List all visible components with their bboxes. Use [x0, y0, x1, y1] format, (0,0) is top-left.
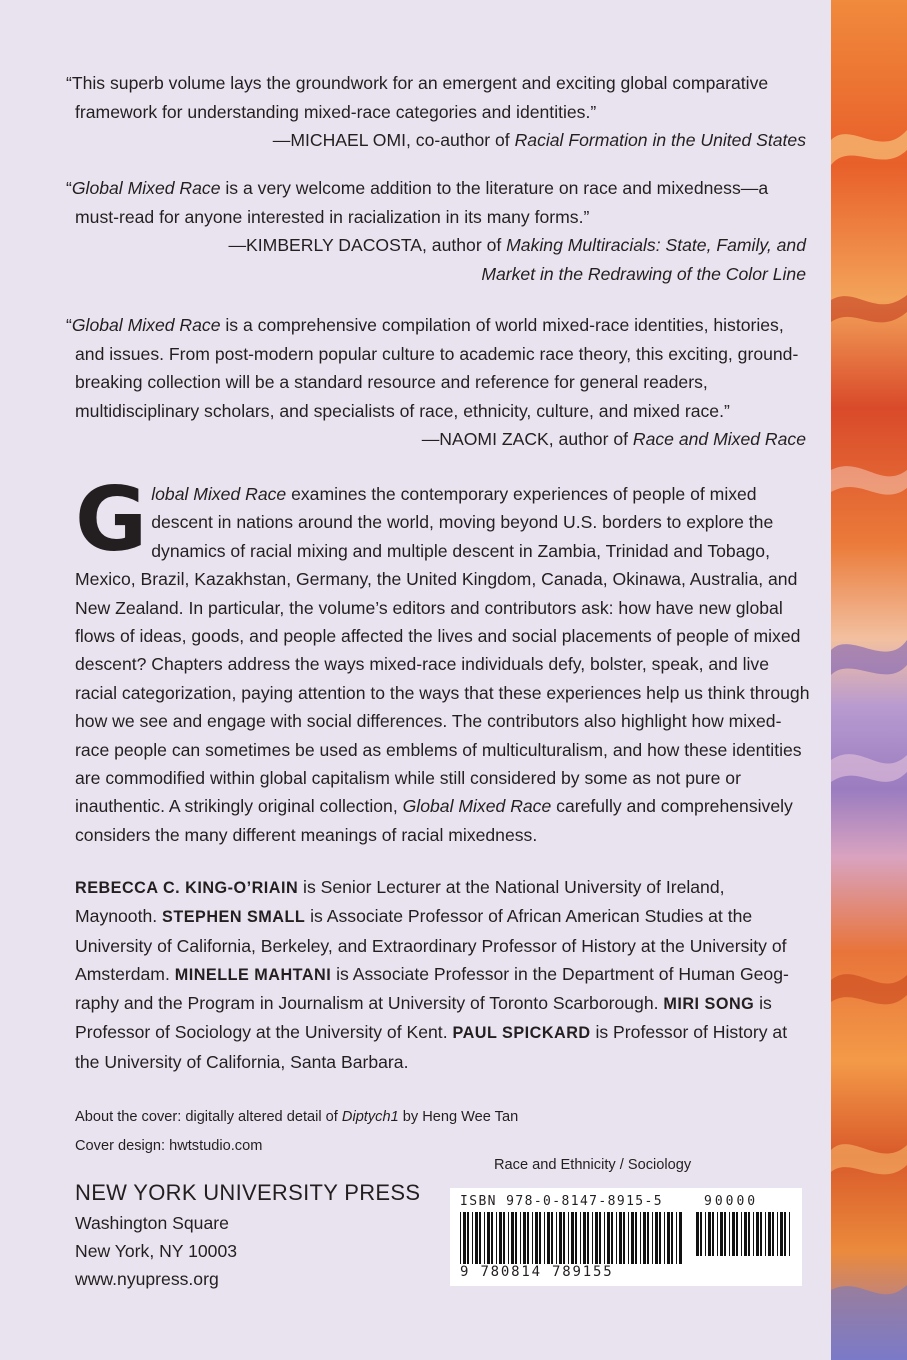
barcode-bar [583, 1212, 586, 1264]
barcode-bar [676, 1212, 677, 1264]
ean-bars [458, 1212, 686, 1264]
blurb-attribution [66, 126, 806, 155]
painting-detail [831, 0, 907, 1360]
barcode-bar [717, 1212, 718, 1256]
barcode-bar [475, 1212, 478, 1264]
barcode-bar [741, 1212, 742, 1256]
barcode-bar [472, 1212, 473, 1264]
barcode-bar [559, 1212, 562, 1264]
cover-credits [75, 1103, 635, 1161]
barcode-bar [765, 1212, 766, 1256]
barcode-bar [664, 1212, 665, 1264]
about-cover-work: Diptych1 [341, 1109, 399, 1125]
blurb-attribution [66, 231, 806, 288]
blurb-text [66, 174, 806, 231]
editor-name: REBECCA C. KING-O’RIAIN [75, 879, 299, 897]
barcode-bar [643, 1212, 646, 1264]
blurb-attribution [66, 425, 806, 454]
barcode-bar [571, 1212, 574, 1264]
about-cover-suffix: by Heng Wee Tan [398, 1109, 519, 1125]
drop-cap: G [75, 468, 148, 571]
barcode-bar [700, 1212, 702, 1256]
barcode-bar [671, 1212, 673, 1264]
barcode-bar [511, 1212, 514, 1264]
barcode-bar [753, 1212, 754, 1256]
barcode-bar [736, 1212, 738, 1256]
barcode-bar [720, 1212, 723, 1256]
attribution-name: —MICHAEL OMI, co-author of [272, 130, 515, 150]
editor-name: MINELLE MAHTANI [174, 965, 332, 984]
barcode-bar [729, 1212, 730, 1256]
book-title: lobal Mixed Race [151, 484, 287, 504]
barcode-bar [667, 1212, 670, 1264]
barcode-bar [631, 1212, 634, 1264]
barcode-bar [592, 1212, 593, 1264]
barcode-bar [499, 1212, 502, 1264]
barcode-bar [655, 1212, 658, 1264]
blurb-zack [66, 311, 806, 454]
barcode-bar [563, 1212, 565, 1264]
barcode-bar [491, 1212, 493, 1264]
barcode-bar [547, 1212, 550, 1264]
barcode-bar [535, 1212, 538, 1264]
barcode-bar [780, 1212, 783, 1256]
open-quote: “ [66, 178, 72, 198]
barcode-bar [760, 1212, 762, 1256]
isbn-barcode [450, 1188, 802, 1286]
attribution-name: —NAOMI ZACK, author of [421, 429, 633, 449]
blurb-body: is a comprehensive compilation of world mixed-race identities, histories, and issues. From post-modern popular culture to academic race theory, this exciting, ground-breaking collection will be a standard resource and reference for general readers, multidisciplinary scholars, and specialists of race, ethnicity, culture, and mixed race.” [75, 315, 799, 421]
barcode-bar [551, 1212, 553, 1264]
barcode-bar [708, 1212, 711, 1256]
barcode-bar [568, 1212, 569, 1264]
attribution-work: Racial Formation in the United States [514, 130, 806, 150]
blurb-omi [66, 69, 806, 155]
barcode-bar [532, 1212, 533, 1264]
barcode-bar [616, 1212, 617, 1264]
barcode-bar [496, 1212, 497, 1264]
subject-category: Race and Ethnicity / Sociology [494, 1157, 692, 1173]
barcode-bar [599, 1212, 601, 1264]
barcode-bar [748, 1212, 750, 1256]
barcode-bar [595, 1212, 598, 1264]
barcode-bar [789, 1212, 790, 1256]
barcode-bar [777, 1212, 778, 1256]
barcode-bar [463, 1212, 466, 1264]
barcode-bar [503, 1212, 505, 1264]
barcode-bar [635, 1212, 637, 1264]
book-title: Global Mixed Race [402, 796, 552, 817]
barcode-bar [696, 1212, 699, 1256]
barcode-bar [484, 1212, 485, 1264]
barcode-bar [628, 1212, 629, 1264]
barcode-bar [732, 1212, 735, 1256]
cover-art-stripe [831, 0, 907, 1360]
barcode-bar [756, 1212, 759, 1256]
blurb-text [66, 311, 806, 425]
attribution-work: Race and Mixed Race [632, 429, 806, 449]
book-description [75, 468, 810, 849]
barcode-bar [508, 1212, 509, 1264]
description-body: examines the contemporary experiences of people of mixed descent in nations around the world, moving beyond U.S. borders to explore the dynamics of racial mixing and multiple descent in Zambia, Trinidad and Tobago, Mexico, Brazil, Kazakhstan, Germany, the United Kingdom, Canada, Okinawa, Australia, and New Zealand. In particular, the volume’s editors and contributors ask: how have new global flows of ideas, goods, and people affected the lives and social placements of people of mixed descent? Chapters address the ways mixed-race individuals defy, bolster, speak, and live racial categorization, paying attention to the ways that these experiences help us think through how we see and engage with social differences. The contributors also highlight how mixed-race people can sometimes be used as emblems of multiculturalism, and how these identities are commodified within global capitalism while still considered by some as not pure or inauthentic. A strikingly original collection, [75, 484, 810, 817]
barcode-bar [705, 1212, 706, 1256]
barcode-bar [611, 1212, 613, 1264]
barcode-bar [772, 1212, 774, 1256]
barcode-bar [556, 1212, 557, 1264]
cover-design: Cover design: hwtstudio.com [75, 1138, 263, 1154]
barcode-bar [515, 1212, 517, 1264]
barcode-bar [712, 1212, 714, 1256]
blurb-dacosta [66, 174, 806, 288]
book-title: Global Mixed Race [71, 315, 221, 335]
editor-bio: is Associate Professor of African American Studies at the University of California, Berkeley, and Extraordinary Professor of History at the University of Amsterdam. [75, 906, 787, 984]
barcode-bar [724, 1212, 726, 1256]
open-quote: “ [66, 315, 72, 335]
barcode-bar [544, 1212, 545, 1264]
barcode-bar [479, 1212, 481, 1264]
barcode-bar [652, 1212, 653, 1264]
barcode-bar [520, 1212, 521, 1264]
barcode-bar [744, 1212, 747, 1256]
editor-bio: is Associate Professor in the Department of Human Geography and the Program in Journalism at University of Toronto Scarborough. [75, 963, 789, 1014]
attribution-name: —KIMBERLY DACOSTA, author of [228, 235, 507, 255]
isbn-text: ISBN 978-0-8147-8915-5 [460, 1194, 663, 1209]
editor-bio: is Professor of History at the University of California, Santa Barbara. [75, 1022, 788, 1072]
description-end: carefully and comprehensively considers the many different meanings of racial mixedness. [75, 796, 793, 845]
barcode-bar [604, 1212, 605, 1264]
barcode-bar [607, 1212, 610, 1264]
publisher-name: NEW YORK UNIVERSITY PRESS [75, 1180, 421, 1205]
publisher-url: www.nyupress.org [75, 1269, 219, 1289]
editor-bios [75, 873, 810, 1076]
about-cover [75, 1103, 635, 1132]
barcode-bar [580, 1212, 581, 1264]
barcode-bar [784, 1212, 786, 1256]
barcode-bar [619, 1212, 622, 1264]
editor-name: MIRI SONG [663, 995, 755, 1014]
publisher-address-line1: Washington Square [75, 1213, 229, 1233]
price-code: 90000 [704, 1194, 759, 1209]
barcode-bar [659, 1212, 661, 1264]
barcode-bar [640, 1212, 641, 1264]
editor-bio: is Senior Lecturer at the National University of Ireland, Maynooth. [75, 877, 725, 927]
publisher-address-line2: New York, NY 10003 [75, 1241, 238, 1261]
barcode-bar [623, 1212, 625, 1264]
barcode-bar [587, 1212, 589, 1264]
editor-name: PAUL SPICKARD [452, 1024, 591, 1043]
attribution-work: Making Multiracials: State, Family, and Market in the Redrawing of the Color Line [481, 235, 806, 284]
publisher-block [75, 1177, 455, 1293]
editor-name: STEPHEN SMALL [162, 908, 306, 927]
editor-bio: is Professor of Sociology at the University of Kent. [75, 993, 772, 1043]
price-bars [694, 1212, 794, 1256]
book-title: Global Mixed Race [71, 178, 221, 198]
about-cover-prefix: About the cover: digitally altered detail of [75, 1109, 342, 1125]
barcode-bar [460, 1212, 461, 1264]
blurb-body: is a very welcome addition to the literature on race and mixedness—a must-read for anyone interested in racialization in its many forms.” [75, 178, 769, 227]
barcode-bar [527, 1212, 529, 1264]
barcode-bar [575, 1212, 577, 1264]
barcode-bar [487, 1212, 490, 1264]
barcode-digits: 9 780814 789155 [460, 1264, 614, 1280]
barcode-bar [523, 1212, 526, 1264]
barcode-bar [768, 1212, 771, 1256]
barcode-bar [647, 1212, 649, 1264]
barcode-bar [539, 1212, 541, 1264]
barcode-bar [467, 1212, 469, 1264]
blurb-text: “This superb volume lays the groundwork for an emergent and exciting global comparative framework for understanding mixed-race categories and identities.” [66, 73, 769, 122]
barcode-bar [679, 1212, 682, 1264]
